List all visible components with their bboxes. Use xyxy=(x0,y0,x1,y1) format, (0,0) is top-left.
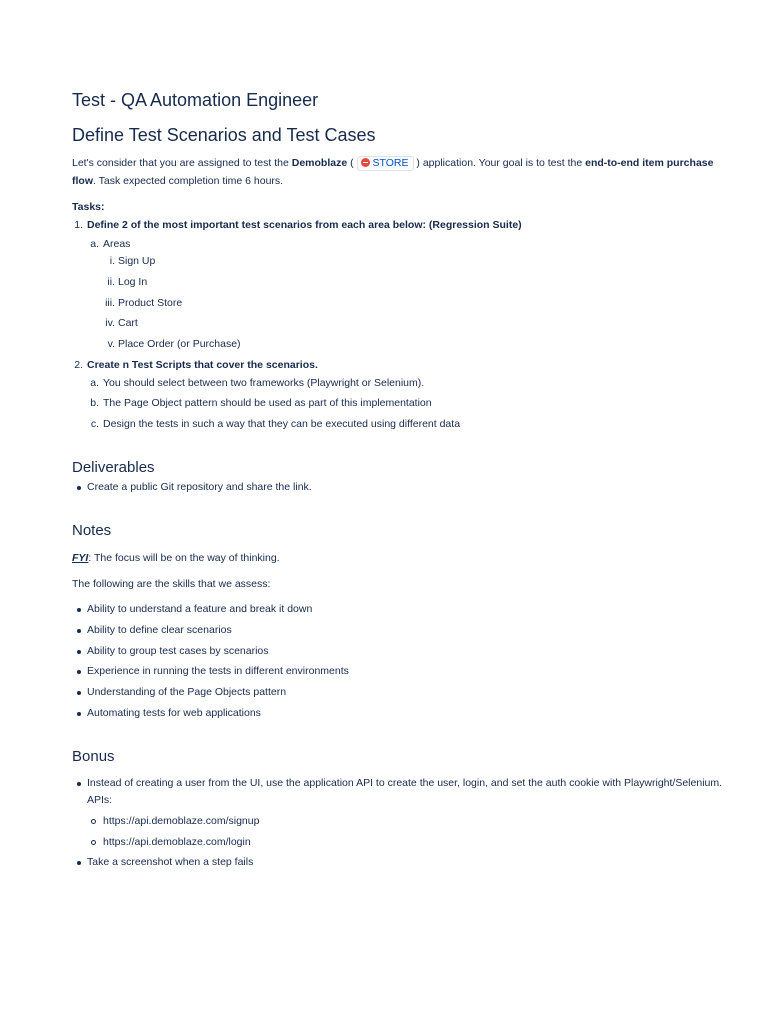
task-2-sub-text: Design the tests in such a way that they can be executed using different data xyxy=(103,418,461,430)
task-2-sub-text: You should select between two frameworks (Playwright or Selenium). xyxy=(103,377,425,389)
task-1-number: 1. xyxy=(74,219,83,231)
task-1a-marker: a. xyxy=(90,238,99,250)
notes-heading: Notes xyxy=(72,522,112,539)
bullet-icon xyxy=(77,608,81,612)
fyi-line xyxy=(72,551,280,565)
bonus-item-1-line-1: Instead of creating a user from the UI, use the application API to create the user, login, and set the auth cookie with Playwright/Selenium. xyxy=(87,777,723,789)
bonus-item-2: Take a screenshot when a step fails xyxy=(87,856,254,868)
area-item: Place Order (or Purchase) xyxy=(118,338,241,350)
task-2-sub-text: The Page Object pattern should be used as part of this implementation xyxy=(103,397,432,409)
api-url: https://api.demoblaze.com/signup xyxy=(103,815,260,827)
page-title: Test - QA Automation Engineer xyxy=(72,90,319,110)
area-item: Product Store xyxy=(118,297,183,309)
skill-item: Understanding of the Page Objects pattern xyxy=(87,686,287,698)
task-2-sub-marker: a. xyxy=(90,377,99,389)
skill-item: Ability to understand a feature and break it down xyxy=(87,603,313,615)
skill-item: Ability to define clear scenarios xyxy=(87,624,232,636)
area-marker: ii. xyxy=(107,276,115,288)
api-url: https://api.demoblaze.com/login xyxy=(103,836,251,848)
fyi-text: : The focus will be on the way of thinking. xyxy=(88,552,280,564)
area-item: Log In xyxy=(118,276,148,288)
deliverable-item: Create a public Git repository and share the link. xyxy=(87,481,312,493)
bullet-icon xyxy=(77,782,81,786)
task-2-text: Create n Test Scripts that cover the scenarios. xyxy=(87,359,318,371)
bullet-icon xyxy=(77,861,81,865)
app-name: Demoblaze xyxy=(291,157,348,169)
circle-bullet-icon xyxy=(91,819,96,824)
skills-intro: The following are the skills that we assess: xyxy=(72,578,271,590)
fyi-label: FYI xyxy=(72,552,89,564)
bullet-icon xyxy=(77,650,81,654)
task-2-sub-marker: b. xyxy=(90,397,99,409)
task-2-sub-marker: c. xyxy=(90,418,99,430)
task-1a-text: Areas xyxy=(103,238,131,250)
store-link-chip[interactable] xyxy=(357,156,414,171)
intro-line-1 xyxy=(72,156,713,171)
intro-goal-bold-2: flow xyxy=(72,175,93,187)
skill-item: Experience in running the tests in different environments xyxy=(87,665,349,677)
tasks-label: Tasks: xyxy=(72,201,105,213)
bullet-icon xyxy=(77,670,81,674)
intro-paren-close: ) application. Your goal is to test the xyxy=(413,157,586,169)
intro-paren-open: ( xyxy=(347,157,357,169)
bonus-item-1-line-2: APIs: xyxy=(87,794,113,806)
task-1-text: Define 2 of the most important test scenarios from each area below: (Regression Suite) xyxy=(87,219,522,231)
section-title: Define Test Scenarios and Test Cases xyxy=(72,125,376,145)
intro-text-start: Let's consider that you are assigned to test the xyxy=(72,157,292,169)
area-marker: v. xyxy=(107,338,115,350)
bullet-icon xyxy=(77,691,81,695)
task-2-number: 2. xyxy=(74,359,83,371)
intro-text-end: . Task expected completion time 6 hours. xyxy=(93,175,284,187)
store-icon xyxy=(361,158,370,167)
skill-item: Ability to group test cases by scenarios xyxy=(87,645,269,657)
bonus-heading: Bonus xyxy=(72,748,115,765)
intro-goal-bold: end-to-end item purchase xyxy=(585,157,714,169)
deliverables-heading: Deliverables xyxy=(72,459,155,476)
bullet-icon xyxy=(77,486,81,490)
area-item: Sign Up xyxy=(118,255,156,267)
bullet-icon xyxy=(77,629,81,633)
area-marker: iv. xyxy=(105,317,115,329)
intro-line-2 xyxy=(72,174,283,188)
area-item: Cart xyxy=(118,317,138,329)
area-marker: i. xyxy=(109,255,115,267)
skill-item: Automating tests for web applications xyxy=(87,707,261,719)
bullet-icon xyxy=(77,712,81,716)
area-marker: iii. xyxy=(105,297,115,309)
circle-bullet-icon xyxy=(91,840,96,845)
store-link-label: STORE xyxy=(372,157,409,169)
